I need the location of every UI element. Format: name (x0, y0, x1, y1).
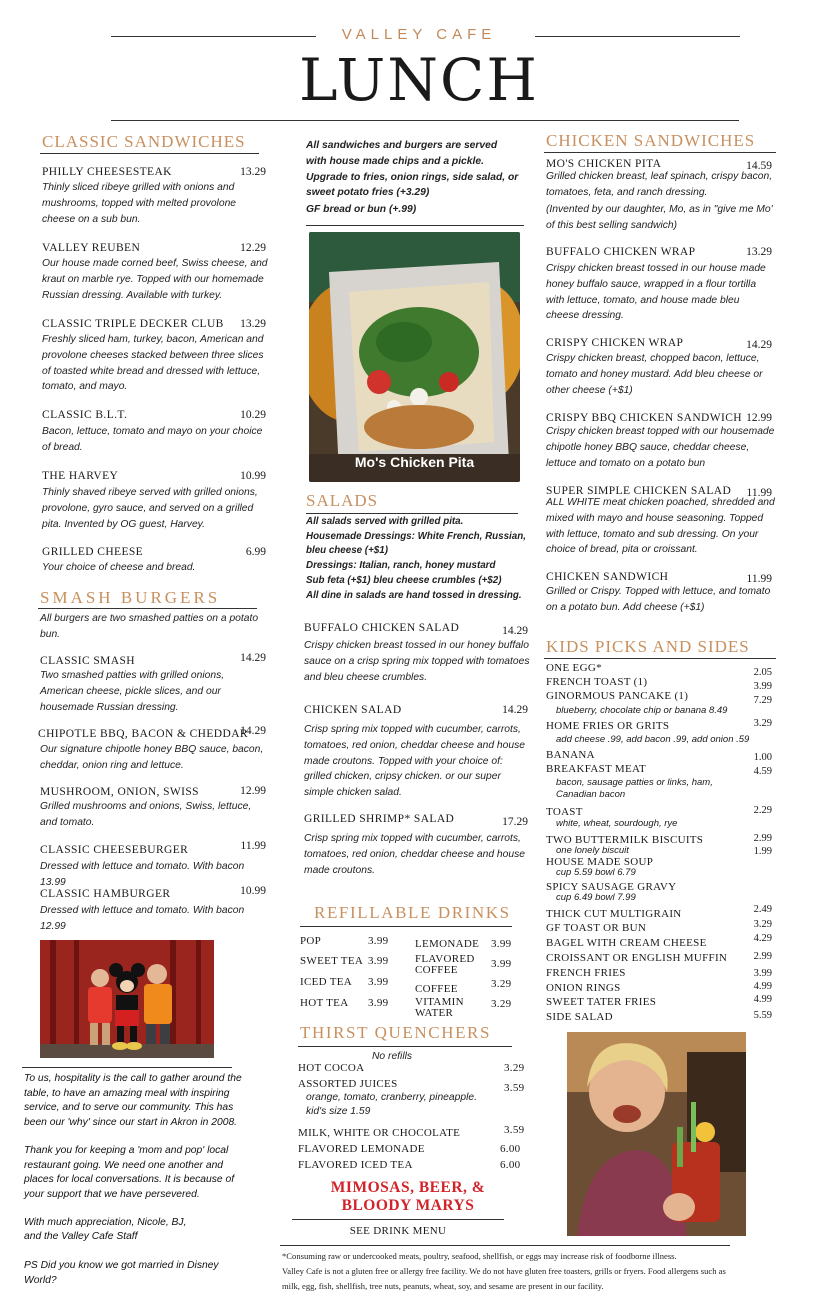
side-item-description: cup 5.59 bowl 6.79 (556, 867, 636, 878)
menu-item-description: Crispy chicken breast tossed in our house made honey buffalo sauce, wrapped in a flour tortilla with lettuce, tomato, and house made bleu cheese dressing. (546, 263, 766, 322)
drink-description: orange, tomato, cranberry, pineapple. kid's size 1.59 (306, 1092, 477, 1117)
burgers-intro: All burgers are two smashed patties on a potato bun. (40, 613, 259, 640)
menu-item-name: VALLEY REUBEN (42, 242, 141, 254)
menu-item-price: 10.29 (240, 409, 266, 421)
salad-note: All dine in salads are hand tossed in dressing. (306, 590, 522, 601)
side-item-description: add cheese .99, add bacon .99, add onion .59 (556, 734, 750, 745)
menu-item-price: 14.29 (240, 652, 266, 664)
menu-item-name: GRILLED SHRIMP* SALAD (304, 813, 455, 825)
letter-paragraph: To us, hospitality is the call to gather around the table, to have an amazing meal with inspiring service, and to serve our community. This has been our 'why' since our start in Akron in 2008. (24, 1073, 242, 1128)
drink-name: HOT TEA (300, 997, 349, 1009)
menu-item-price: 11.99 (746, 573, 772, 585)
menu-item-price: 6.99 (245, 546, 266, 558)
menu-item-name: CRISPY CHICKEN WRAP (546, 337, 684, 349)
menu-item-price: 13.29 (746, 246, 772, 258)
side-item-price: 2.29 (753, 805, 772, 816)
menu-item-description: Freshly sliced ham, turkey, bacon, American and provolone cheeses stacked between three slices of toasted white bread and dressed with lettuce, tomato, and mayo. (42, 334, 264, 393)
drink-price: 3.59 (504, 1124, 525, 1136)
drink-name: LEMONADE (415, 938, 480, 950)
side-item-name: SIDE SALAD (546, 1011, 613, 1023)
menu-item-price: 12.99 (240, 785, 266, 797)
section-heading-kids-picks: KIDS PICKS AND SIDES (546, 637, 750, 656)
section-rule (306, 225, 524, 226)
drink-name: VITAMIN WATER (415, 996, 464, 1019)
salad-note: All salads served with grilled pita. (306, 516, 464, 527)
menu-item-price: 12.99 (746, 412, 772, 424)
drink-price: 3.29 (491, 998, 512, 1010)
side-item-description: blueberry, chocolate chip or banana 8.49 (556, 705, 728, 716)
letter-signature: and the Valley Cafe Staff (24, 1231, 138, 1242)
side-item-price: 5.59 (753, 1010, 772, 1021)
drink-name: ASSORTED JUICES (298, 1078, 398, 1090)
photo-caption: Mo's Chicken Pita (354, 454, 475, 470)
menu-item-price: 14.29 (240, 725, 266, 737)
drink-name: FLAVORED ICED TEA (298, 1159, 413, 1171)
side-item-name: GF TOAST OR BUN (546, 922, 647, 934)
menu-item-price: 11.99 (240, 840, 266, 852)
side-item-name: SPICY SAUSAGE GRAVY (546, 881, 677, 893)
side-item-name: FRENCH FRIES (546, 967, 626, 979)
footer-allergy-notice: Valley Cafe is not a gluten free or allergy free facility. We do not have gluten free toasters, grills or fryers. Food allergens such as (282, 1266, 726, 1276)
side-item-description: white, wheat, sourdough, rye (556, 818, 678, 829)
menu-item-name: CRISPY BBQ CHICKEN SANDWICH (546, 412, 742, 424)
menu-item-description: Dressed with lettuce and tomato. With bacon 13.99 (40, 861, 245, 888)
salad-note: Housemade Dressings: White French, Russian, bleu cheese (+$1) (306, 531, 526, 557)
section-heading-salads: SALADS (306, 491, 379, 510)
side-item-price: 1.99 (753, 846, 772, 857)
side-item-name: THICK CUT MULTIGRAIN (546, 908, 682, 920)
no-refills-note: No refills (372, 1051, 413, 1062)
menu-item-price: 17.29 (502, 816, 528, 828)
side-item-name: FRENCH TOAST (1) (546, 676, 648, 688)
side-item-description: bacon, sausage patties or links, ham, (556, 777, 713, 788)
footer-rule (280, 1245, 730, 1246)
menu-item-note: (Invented by our daughter, Mo, as in "give me Mo' of this best selling sandwich) (546, 204, 773, 231)
menu-item-name: PHILLY CHEESESTEAK (42, 166, 172, 178)
menu-item-name: SUPER SIMPLE CHICKEN SALAD (546, 485, 732, 497)
side-item-price: 2.49 (753, 904, 772, 915)
drink-price: 3.99 (491, 938, 512, 950)
section-rule (306, 513, 518, 514)
side-item-description: one lonely biscuit (556, 845, 629, 856)
drink-price: 3.99 (368, 997, 389, 1009)
menu-item-price: 14.59 (746, 160, 772, 172)
drink-name: ICED TEA (300, 976, 352, 988)
salad-note: Sub feta (+$1) bleu cheese crumbles (+$2) (306, 575, 502, 586)
side-item-price: 3.29 (753, 718, 772, 729)
menu-item-name: CHICKEN SALAD (304, 704, 402, 716)
drink-price: 3.99 (368, 935, 389, 947)
section-rule (300, 926, 512, 927)
menu-item-price: 11.99 (746, 487, 772, 499)
menu-item-description: Crispy chicken breast tossed in our honey buffalo sauce on a crisp spring mix topped with tomatoes and bleu cheese crumbles. (304, 640, 530, 683)
menu-item-name: CLASSIC HAMBURGER (40, 888, 171, 900)
gf-note: GF bread or bun (+.99) (306, 204, 417, 215)
side-item-description: Canadian bacon (556, 789, 626, 800)
drink-price: 3.99 (368, 955, 389, 967)
letter-paragraph: Thank you for keeping a 'mom and pop' local restaurant going. We need one another and places for local conversations. It is because of your support that we have persevered. (24, 1145, 235, 1200)
side-item-price: 3.99 (753, 681, 772, 692)
section-rule (40, 153, 259, 154)
drink-name: FLAVORED COFFEE (415, 953, 475, 976)
menu-item-price: 13.29 (240, 166, 266, 178)
drink-name: FLAVORED LEMONADE (298, 1143, 425, 1155)
mimosa-heading: BLOODY MARYS (341, 1197, 475, 1214)
drink-price: 3.59 (504, 1082, 525, 1094)
disney-photo (40, 940, 214, 1058)
menu-item-description: Crispy chicken breast topped with our housemade chipotle honey BBQ sauce, cheddar cheese, lettuce and tomato on a potato bun (546, 426, 775, 469)
menu-item-description: Grilled mushrooms and onions, Swiss, lettuce, and tomato. (40, 801, 252, 828)
cafe-name: VALLEY CAFE (341, 26, 497, 43)
menu-item-name: BUFFALO CHICKEN WRAP (546, 246, 696, 258)
drink-price: 3.99 (368, 976, 389, 988)
section-rule (544, 658, 776, 659)
drink-price: 3.29 (504, 1062, 525, 1074)
section-heading-classic-sandwiches: CLASSIC SANDWICHES (42, 132, 246, 151)
menu-item-price: 14.29 (746, 339, 772, 351)
menu-item-name: CLASSIC TRIPLE DECKER CLUB (42, 318, 224, 330)
section-heading-smash-burgers: SMASH BURGERS (40, 588, 221, 607)
drink-name: POP (300, 935, 322, 947)
section-rule (298, 1046, 512, 1047)
footer-allergy-notice: milk, egg, fish, shellfish, tree nuts, peanuts, wheat, soy, and sesame are present in our facility. (282, 1281, 604, 1291)
menu-item-price: 14.29 (502, 625, 528, 637)
drink-price: 3.29 (491, 978, 512, 990)
drink-price: 3.99 (491, 958, 512, 970)
menu-item-name: CLASSIC SMASH (40, 655, 135, 667)
bloody-mary-photo (567, 1032, 746, 1236)
drink-price: 6.00 (500, 1159, 521, 1171)
see-drink-menu: SEE DRINK MENU (349, 1225, 447, 1237)
side-item-name: HOME FRIES OR GRITS (546, 720, 670, 732)
side-item-name: TOAST (546, 806, 583, 818)
side-item-name: ONION RINGS (546, 982, 621, 994)
side-item-price: 3.29 (753, 919, 772, 930)
section-rule (38, 608, 257, 609)
drink-name: SWEET TEA (300, 955, 364, 967)
menu-item-name: CHICKEN SANDWICH (546, 571, 669, 583)
header-rule-right (535, 36, 740, 37)
drink-name: COFFEE (415, 983, 458, 995)
letter-signature: With much appreciation, Nicole, BJ, (24, 1217, 187, 1228)
section-heading-refillable-drinks: REFILLABLE DRINKS (314, 903, 511, 922)
menu-item-description: Grilled chicken breast, leaf spinach, crispy bacon, tomatoes, feta, and ranch dressing. (546, 171, 773, 198)
side-item-price: 4.99 (753, 994, 772, 1005)
menu-item-price: 10.99 (240, 470, 266, 482)
side-item-description: cup 6.49 bowl 7.99 (556, 892, 636, 903)
menu-item-name: MO'S CHICKEN PITA (546, 158, 662, 170)
side-item-name: ONE EGG* (546, 662, 602, 674)
side-item-price: 4.59 (753, 766, 772, 777)
side-item-name: TWO BUTTERMILK BISCUITS (546, 834, 704, 846)
menu-item-name: CLASSIC B.L.T. (42, 409, 128, 421)
side-item-price: 4.29 (753, 933, 772, 944)
menu-item-name: BUFFALO CHICKEN SALAD (304, 622, 460, 634)
menu-item-description: Our house made corned beef, Swiss cheese, and kraut on marble rye. Topped with our homemade Russian dressing. Available with turkey. (42, 258, 268, 301)
menu-item-description: Our signature chipotle honey BBQ sauce, bacon, cheddar, onion ring and lettuce. (40, 744, 264, 771)
header-divider (111, 120, 739, 121)
letter-ps: PS Did you know we got married in Disney World? (24, 1260, 219, 1286)
menu-item-price: 12.29 (240, 242, 266, 254)
menu-item-description: Dressed with lettuce and tomato. With bacon 12.99 (40, 905, 245, 932)
menu-item-description: Thinly shaved ribeye served with grilled onions, provolone, gyro sauce, and served on a grilled pita. Invented by OG guest, Harvey. (42, 487, 258, 530)
menu-item-name: MUSHROOM, ONION, SWISS (40, 786, 199, 798)
menu-item-name: CLASSIC CHEESEBURGER (40, 844, 189, 856)
side-item-price: 7.29 (753, 695, 772, 706)
menu-item-description: Thinly sliced ribeye grilled with onions and mushrooms, topped with melted provolone cheese on a sub bun. (42, 182, 237, 225)
section-heading-chicken-sandwiches: CHICKEN SANDWICHES (546, 131, 756, 150)
page-title: LUNCH (299, 46, 539, 114)
drink-name: HOT COCOA (298, 1062, 365, 1074)
salad-note: Dressings: Italian, ranch, honey mustard (306, 560, 496, 571)
section-heading-thirst-quenchers: THIRST QUENCHERS (300, 1023, 492, 1042)
menu-item-description: Crispy chicken breast, chopped bacon, lettuce, tomato and honey mustard. Add bleu cheese or other cheese (+$1) (546, 353, 763, 396)
menu-item-description: Crisp spring mix topped with cucumber, carrots, tomatoes, red onion, cheddar cheese and house made croutons. Topped with your choice of: grilled chicken, cripsy chicken. or our super simple chicken salad. (304, 724, 525, 799)
side-item-price: 2.05 (753, 667, 772, 678)
menu-item-description: Two smashed patties with grilled onions, American cheese, pickle slices, and our housemade Russian dressing. (40, 670, 225, 713)
drink-price: 6.00 (500, 1143, 521, 1155)
section-rule (544, 152, 776, 153)
menu-item-name: THE HARVEY (42, 470, 119, 482)
side-item-price: 2.99 (753, 833, 772, 844)
menu-item-description: Your choice of cheese and bread. (42, 562, 196, 573)
menu-item-description: Grilled or Crispy. Topped with lettuce, and tomato on a potato bun. Add cheese (+$1) (546, 586, 771, 613)
side-item-name: SWEET TATER FRIES (546, 996, 657, 1008)
menu-item-description: Crisp spring mix topped with cucumber, carrots, tomatoes, red onion, cheddar cheese and house made croutons. (304, 833, 525, 876)
section-rule (292, 1219, 504, 1220)
side-item-price: 1.00 (753, 752, 772, 763)
menu-item-name: GRILLED CHEESE (42, 546, 144, 558)
side-item-name: BAGEL WITH CREAM CHEESE (546, 937, 707, 949)
side-item-price: 2.99 (753, 951, 772, 962)
side-item-name: BREAKFAST MEAT (546, 763, 647, 775)
side-item-price: 3.99 (753, 968, 772, 979)
chicken-pita-photo (309, 232, 520, 482)
letter-rule (22, 1067, 232, 1068)
menu-item-name: CHIPOTLE BBQ, BACON & CHEDDAR (38, 728, 248, 740)
footer-disclaimer: *Consuming raw or undercooked meats, poultry, seafood, shellfish, or eggs may increase risk of foodborne illness. (282, 1251, 677, 1261)
mimosa-heading: MIMOSAS, BEER, & (330, 1179, 486, 1196)
menu-item-description: ALL WHITE meat chicken poached, shredded and mixed with mayo and house seasoning. Topped with lettuce, tomato and sub dressing. On your choice of bread, pita or croissant. (546, 497, 775, 556)
menu-item-price: 14.29 (502, 704, 528, 716)
side-item-name: HOUSE MADE SOUP (546, 856, 654, 868)
served-note: All sandwiches and burgers are served with house made chips and a pickle. Upgrade to fries, onion rings, side salad, or sweet potato fries (+3.29) (306, 140, 519, 199)
side-item-name: BANANA (546, 749, 595, 761)
side-item-price: 4.99 (753, 981, 772, 992)
side-item-name: GINORMOUS PANCAKE (1) (546, 690, 689, 702)
menu-item-price: 10.99 (240, 885, 266, 897)
menu-item-description: Bacon, lettuce, tomato and mayo on your choice of bread. (42, 426, 263, 453)
drink-name: MILK, WHITE OR CHOCOLATE (298, 1127, 461, 1139)
side-item-name: CROISSANT OR ENGLISH MUFFIN (546, 952, 728, 964)
menu-item-price: 13.29 (240, 318, 266, 330)
